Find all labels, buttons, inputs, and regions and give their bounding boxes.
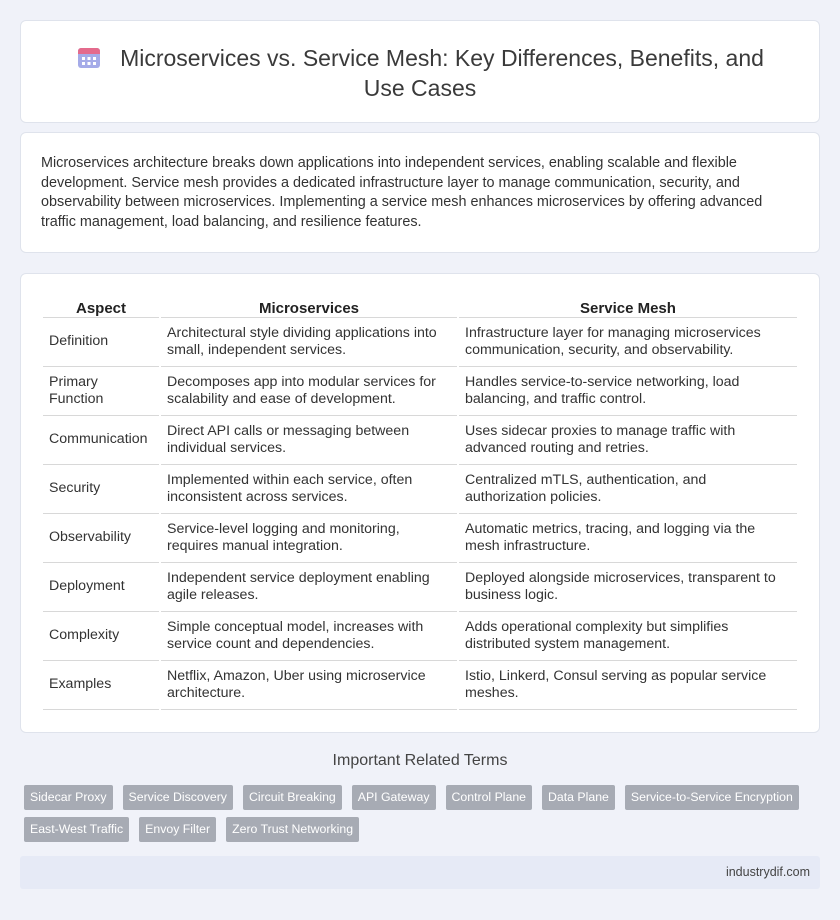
service-mesh-cell: Istio, Linkerd, Consul serving as popular service meshes. (459, 661, 797, 710)
microservices-cell: Simple conceptual model, increases with service count and dependencies. (161, 612, 457, 661)
footer-site-link[interactable]: industrydif.com (725, 865, 810, 879)
term-tag[interactable]: Service-to-Service Encryption (625, 785, 799, 810)
microservices-cell: Direct API calls or messaging between individual services. (161, 416, 457, 465)
term-tag[interactable]: Circuit Breaking (243, 785, 342, 810)
page-header (61, 43, 779, 103)
microservices-cell: Implemented within each service, often inconsistent across services. (161, 465, 457, 514)
related-terms-list (20, 785, 820, 849)
service-mesh-cell: Automatic metrics, tracing, and logging via the mesh infrastructure. (459, 514, 797, 563)
term-tag[interactable]: Envoy Filter (139, 817, 216, 842)
related-terms-title: Important Related Terms (332, 752, 508, 769)
comparison-table (41, 295, 799, 710)
header-microservices: Microservices (161, 295, 457, 318)
title-card (20, 20, 820, 123)
aspect-cell: Complexity (43, 612, 159, 661)
term-tag[interactable]: East-West Traffic (24, 817, 129, 842)
header-aspect: Aspect (43, 295, 159, 318)
microservices-cell: Decomposes app into modular services for scalability and ease of development. (161, 367, 457, 416)
term-tag[interactable]: Zero Trust Networking (226, 817, 359, 842)
table-row (43, 318, 797, 367)
service-mesh-cell: Adds operational complexity but simplifies distributed system management. (459, 612, 797, 661)
term-tag[interactable]: Sidecar Proxy (24, 785, 113, 810)
service-mesh-cell: Handles service-to-service networking, load balancing, and traffic control. (459, 367, 797, 416)
aspect-cell: Definition (43, 318, 159, 367)
comparison-card (20, 273, 820, 733)
table-row (43, 514, 797, 563)
service-mesh-cell: Deployed alongside microservices, transparent to business logic. (459, 563, 797, 612)
table-row (43, 612, 797, 661)
service-mesh-cell: Infrastructure layer for managing microservices communication, security, and observability. (459, 318, 797, 367)
aspect-cell: Primary Function (43, 367, 159, 416)
table-header-row (43, 295, 797, 318)
aspect-cell: Observability (43, 514, 159, 563)
aspect-cell: Deployment (43, 563, 159, 612)
intro-paragraph: Microservices architecture breaks down applications into independent services, enabling scalable and flexible development. Service mesh provides a dedicated infrastructure layer to manage communication, security, and observability between microservices. Implementing a service mesh enhances microservices by offering advanced traffic management, load balancing, and resilience features. (41, 155, 763, 230)
table-row (43, 367, 797, 416)
term-tag[interactable]: API Gateway (352, 785, 436, 810)
table-row (43, 416, 797, 465)
aspect-cell: Security (43, 465, 159, 514)
table-row (43, 563, 797, 612)
footer (20, 856, 820, 889)
service-mesh-cell: Uses sidecar proxies to manage traffic with advanced routing and retries. (459, 416, 797, 465)
term-tag[interactable]: Data Plane (542, 785, 615, 810)
term-tag[interactable]: Control Plane (446, 785, 533, 810)
microservices-cell: Independent service deployment enabling agile releases. (161, 563, 457, 612)
microservices-cell: Service-level logging and monitoring, requires manual integration. (161, 514, 457, 563)
page-title: Microservices vs. Service Mesh: Key Differences, Benefits, and Use Cases (120, 45, 764, 101)
microservices-cell: Netflix, Amazon, Uber using microservice architecture. (161, 661, 457, 710)
aspect-cell: Communication (43, 416, 159, 465)
header-service-mesh: Service Mesh (459, 295, 797, 318)
service-mesh-cell: Centralized mTLS, authentication, and authorization policies. (459, 465, 797, 514)
calendar-grid-icon (76, 44, 102, 70)
microservices-cell: Architectural style dividing applications into small, independent services. (161, 318, 457, 367)
term-tag[interactable]: Service Discovery (123, 785, 233, 810)
aspect-cell: Examples (43, 661, 159, 710)
table-row (43, 465, 797, 514)
table-row (43, 661, 797, 710)
intro-card (20, 132, 820, 253)
